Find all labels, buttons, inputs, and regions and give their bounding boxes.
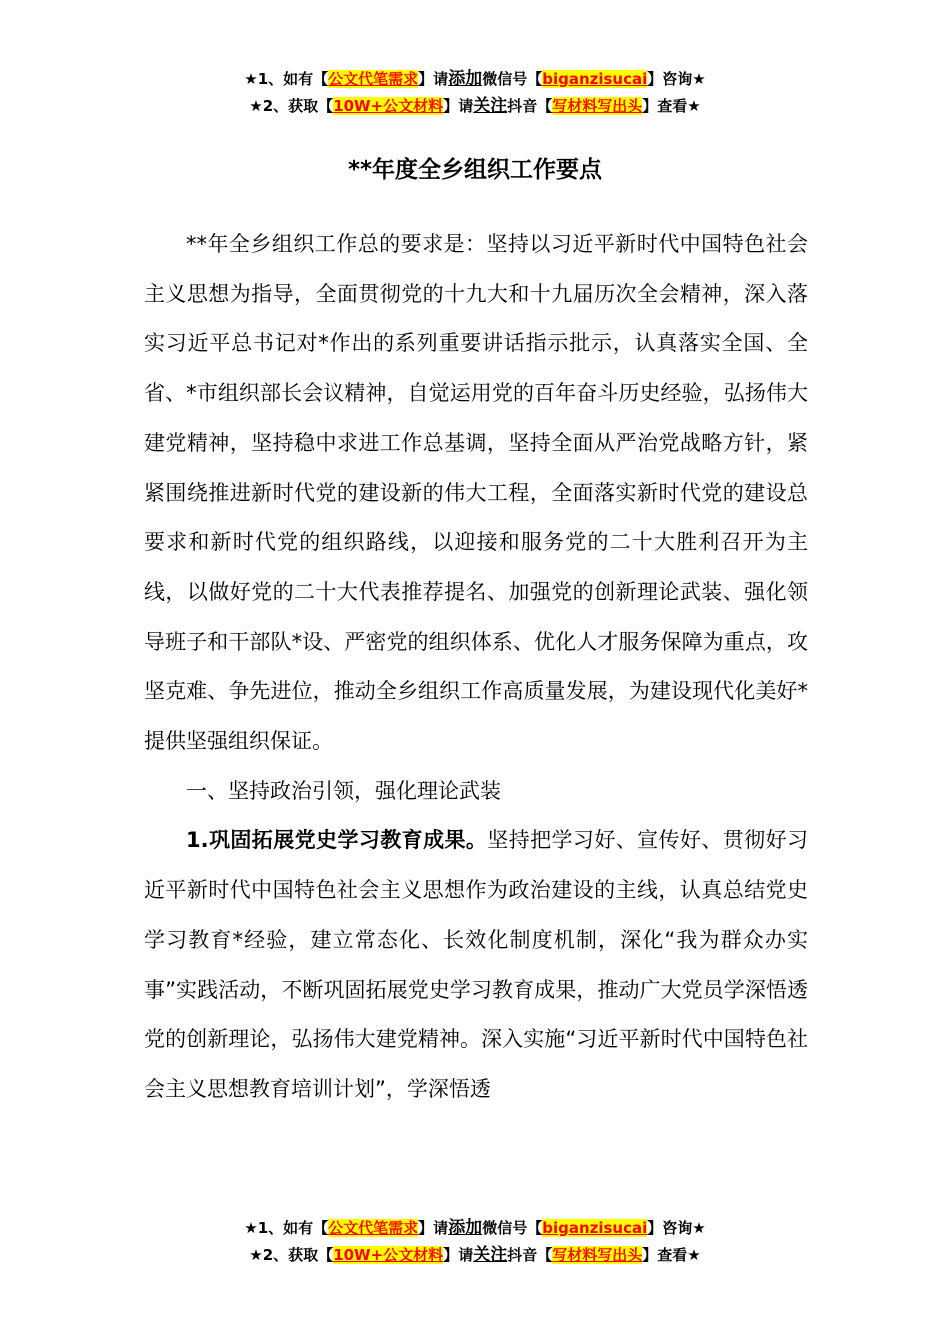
highlight-materials: 10W+公文材料 <box>333 1246 444 1264</box>
highlight-douyin-account: 写材料写出头 <box>552 97 643 115</box>
highlight-douyin-account: 写材料写出头 <box>552 1246 643 1264</box>
highlight-materials: 10W+公文材料 <box>333 97 444 115</box>
promo-line-1: ★1、如有【公文代笔需求】请添加微信号【biganzisucai】咨询★ <box>244 69 706 89</box>
highlight-wechat-id: biganzisucai <box>542 70 648 88</box>
highlight-service: 公文代笔需求 <box>328 70 419 88</box>
section-heading: 一、坚持政治引领，强化理论武装 <box>186 778 501 803</box>
highlight-service: 公文代笔需求 <box>328 1219 419 1237</box>
item-body: 坚持把学习好、宣传好、贯彻好习近平新时代中国特色社会主义思想作为政治建设的主线，认真总结党史学习教育*经验，建立常态化、长效化制度机制，深化“我为群众办实事”实践活动，不断巩固拓展党史学习教育成果，推动广大党员学深悟透党的创新理论，弘扬伟大建党精神。深入实施“习近平新时代中国特色社会主义思想教育培训计划”，学深悟透 <box>144 828 808 1101</box>
promo-line-2: ★2、获取【10W+公文材料】请关注抖音【写材料写出头】查看★ <box>249 96 701 116</box>
promo-line-1: ★1、如有【公文代笔需求】请添加微信号【biganzisucai】咨询★ <box>244 1218 706 1238</box>
item-paragraph <box>144 816 808 1114</box>
document-body <box>144 220 808 1115</box>
highlight-wechat-id: biganzisucai <box>542 1219 648 1237</box>
document-title: **年度全乡组织工作要点 <box>347 157 603 183</box>
promo-line-2: ★2、获取【10W+公文材料】请关注抖音【写材料写出头】查看★ <box>249 1245 701 1265</box>
promo-banner-top <box>0 66 950 120</box>
promo-banner-bottom <box>0 1215 950 1269</box>
intro-paragraph: **年全乡组织工作总的要求是：坚持以习近平新时代中国特色社会主义思想为指导，全面贯彻党的十九大和十九届历次全会精神，深入落实习近平总书记对*作出的系列重要讲话指示批示，认真落实全国、全省、*市组织部长会议精神，自觉运用党的百年奋斗历史经验，弘扬伟大建党精神，坚持稳中求进工作总基调，坚持全面从严治党战略方针，紧紧围绕推进新时代党的建设新的伟大工程，全面落实新时代党的建设总要求和新时代党的组织路线，以迎接和服务党的二十大胜利召开为主线，以做好党的二十大代表推荐提名、加强党的创新理论武装、强化领导班子和干部队*设、严密党的组织体系、优化人才服务保障为重点，攻坚克难、争先进位，推动全乡组织工作高质量发展，为建设现代化美好*提供坚强组织保证。 <box>144 232 808 754</box>
item-title: 1.巩固拓展党史学习教育成果。 <box>186 828 488 853</box>
